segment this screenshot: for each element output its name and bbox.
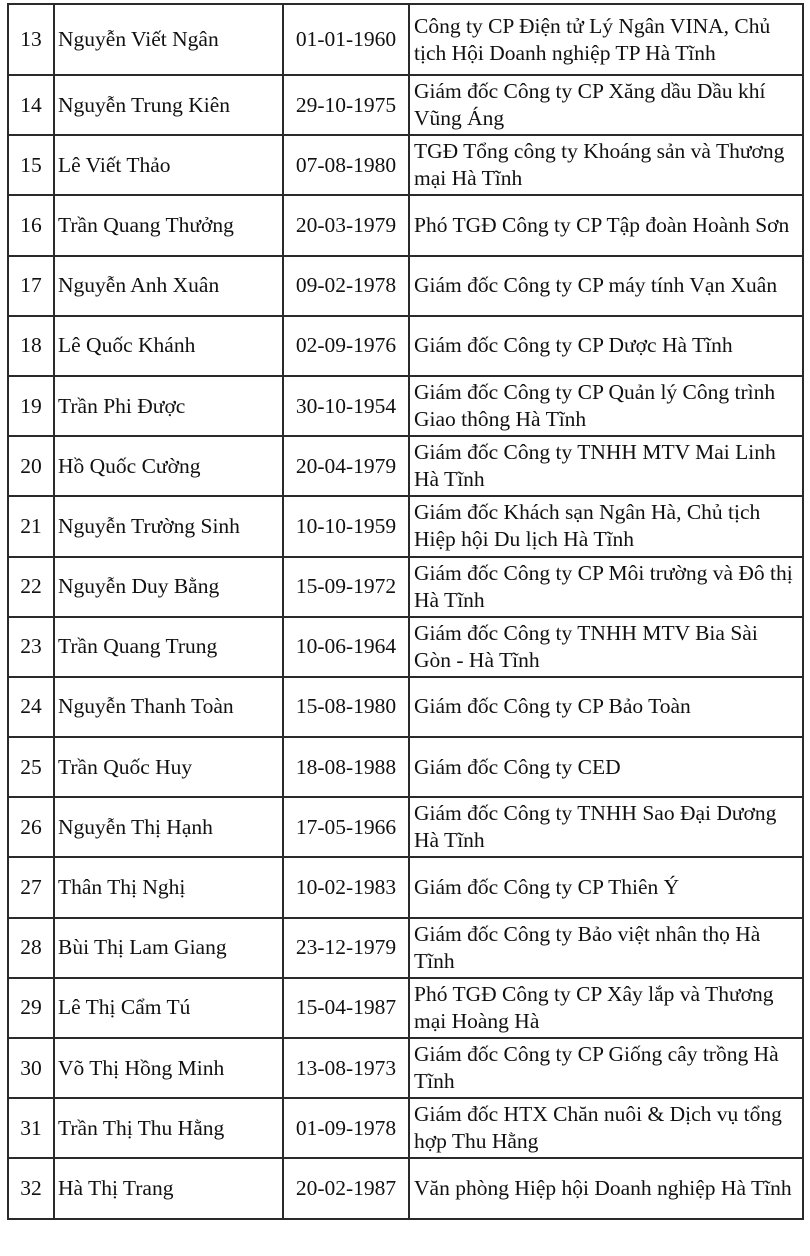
row-number: 25 <box>8 737 54 797</box>
birth-date: 15-09-1972 <box>283 557 409 617</box>
member-name: Trần Quốc Huy <box>54 737 283 797</box>
table-row <box>8 677 803 737</box>
birth-date: 30-10-1954 <box>283 376 409 436</box>
member-name: Trần Quang Trung <box>54 617 283 677</box>
position-title: TGĐ Tổng công ty Khoáng sản và Thương mại Hà Tĩnh <box>409 135 803 195</box>
table-row <box>8 75 803 135</box>
position-title: Giám đốc Khách sạn Ngân Hà, Chủ tịch Hiệp hội Du lịch Hà Tĩnh <box>409 496 803 556</box>
position-title: Phó TGĐ Công ty CP Xây lắp và Thương mại Hoàng Hà <box>409 978 803 1038</box>
row-number: 23 <box>8 617 54 677</box>
member-name: Nguyễn Trung Kiên <box>54 75 283 135</box>
position-title: Giám đốc HTX Chăn nuôi & Dịch vụ tổng hợp Thu Hằng <box>409 1098 803 1158</box>
member-name: Nguyễn Thị Hạnh <box>54 797 283 857</box>
table-row <box>8 436 803 496</box>
row-number: 32 <box>8 1158 54 1218</box>
members-table <box>7 3 804 1220</box>
row-number: 26 <box>8 797 54 857</box>
position-title: Giám đốc Công ty Bảo việt nhân thọ Hà Tĩnh <box>409 918 803 978</box>
table-row <box>8 978 803 1038</box>
position-title: Văn phòng Hiệp hội Doanh nghiệp Hà Tĩnh <box>409 1158 803 1218</box>
position-title: Giám đốc Công ty CP Xăng dầu Dầu khí Vũng Áng <box>409 75 803 135</box>
birth-date: 07-08-1980 <box>283 135 409 195</box>
position-title: Giám đốc Công ty CP Quản lý Công trình Giao thông Hà Tĩnh <box>409 376 803 436</box>
member-name: Nguyễn Thanh Toàn <box>54 677 283 737</box>
table-row <box>8 1038 803 1098</box>
table-row <box>8 557 803 617</box>
position-title: Giám đốc Công ty CP Bảo Toàn <box>409 677 803 737</box>
row-number: 19 <box>8 376 54 436</box>
birth-date: 18-08-1988 <box>283 737 409 797</box>
table-body <box>8 4 803 1219</box>
member-name: Nguyễn Anh Xuân <box>54 256 283 316</box>
member-name: Lê Quốc Khánh <box>54 316 283 376</box>
table-row <box>8 256 803 316</box>
table-row <box>8 195 803 255</box>
member-name: Trần Phi Được <box>54 376 283 436</box>
member-name: Hà Thị Trang <box>54 1158 283 1218</box>
birth-date: 13-08-1973 <box>283 1038 409 1098</box>
row-number: 31 <box>8 1098 54 1158</box>
position-title: Giám đốc Công ty TNHH MTV Bia Sài Gòn - Hà Tĩnh <box>409 617 803 677</box>
table-row <box>8 4 803 75</box>
table-row <box>8 1158 803 1218</box>
position-title: Giám đốc Công ty CP Môi trường và Đô thị Hà Tĩnh <box>409 557 803 617</box>
position-title: Giám đốc Công ty CP máy tính Vạn Xuân <box>409 256 803 316</box>
row-number: 24 <box>8 677 54 737</box>
member-name: Bùi Thị Lam Giang <box>54 918 283 978</box>
member-name: Nguyễn Trường Sinh <box>54 496 283 556</box>
position-title: Công ty CP Điện tử Lý Ngân VINA, Chủ tịch Hội Doanh nghiệp TP Hà Tĩnh <box>409 4 803 75</box>
row-number: 17 <box>8 256 54 316</box>
birth-date: 20-03-1979 <box>283 195 409 255</box>
birth-date: 09-02-1978 <box>283 256 409 316</box>
row-number: 22 <box>8 557 54 617</box>
row-number: 27 <box>8 857 54 917</box>
table-row <box>8 496 803 556</box>
member-name: Trần Thị Thu Hằng <box>54 1098 283 1158</box>
table-row <box>8 316 803 376</box>
member-name: Nguyễn Viết Ngân <box>54 4 283 75</box>
position-title: Giám đốc Công ty CP Dược Hà Tĩnh <box>409 316 803 376</box>
table-row <box>8 135 803 195</box>
birth-date: 23-12-1979 <box>283 918 409 978</box>
birth-date: 29-10-1975 <box>283 75 409 135</box>
table-row <box>8 617 803 677</box>
birth-date: 10-02-1983 <box>283 857 409 917</box>
table-row <box>8 1098 803 1158</box>
row-number: 30 <box>8 1038 54 1098</box>
member-name: Lê Thị Cẩm Tú <box>54 978 283 1038</box>
birth-date: 15-04-1987 <box>283 978 409 1038</box>
birth-date: 10-06-1964 <box>283 617 409 677</box>
birth-date: 01-09-1978 <box>283 1098 409 1158</box>
table-row <box>8 918 803 978</box>
member-name: Hồ Quốc Cường <box>54 436 283 496</box>
birth-date: 20-04-1979 <box>283 436 409 496</box>
table-row <box>8 737 803 797</box>
birth-date: 02-09-1976 <box>283 316 409 376</box>
table-row <box>8 797 803 857</box>
table-row <box>8 376 803 436</box>
birth-date: 17-05-1966 <box>283 797 409 857</box>
position-title: Giám đốc Công ty CP Thiên Ý <box>409 857 803 917</box>
birth-date: 20-02-1987 <box>283 1158 409 1218</box>
position-title: Giám đốc Công ty CED <box>409 737 803 797</box>
row-number: 28 <box>8 918 54 978</box>
birth-date: 01-01-1960 <box>283 4 409 75</box>
row-number: 14 <box>8 75 54 135</box>
row-number: 13 <box>8 4 54 75</box>
member-name: Thân Thị Nghị <box>54 857 283 917</box>
birth-date: 10-10-1959 <box>283 496 409 556</box>
position-title: Giám đốc Công ty CP Giống cây trồng Hà Tĩnh <box>409 1038 803 1098</box>
row-number: 18 <box>8 316 54 376</box>
member-name: Lê Viết Thảo <box>54 135 283 195</box>
member-name: Nguyễn Duy Bằng <box>54 557 283 617</box>
member-name: Trần Quang Thưởng <box>54 195 283 255</box>
row-number: 21 <box>8 496 54 556</box>
position-title: Phó TGĐ Công ty CP Tập đoàn Hoành Sơn <box>409 195 803 255</box>
position-title: Giám đốc Công ty TNHH Sao Đại Dương Hà Tĩnh <box>409 797 803 857</box>
row-number: 15 <box>8 135 54 195</box>
member-name: Võ Thị Hồng Minh <box>54 1038 283 1098</box>
row-number: 29 <box>8 978 54 1038</box>
position-title: Giám đốc Công ty TNHH MTV Mai Linh Hà Tĩnh <box>409 436 803 496</box>
row-number: 20 <box>8 436 54 496</box>
row-number: 16 <box>8 195 54 255</box>
table-row <box>8 857 803 917</box>
birth-date: 15-08-1980 <box>283 677 409 737</box>
